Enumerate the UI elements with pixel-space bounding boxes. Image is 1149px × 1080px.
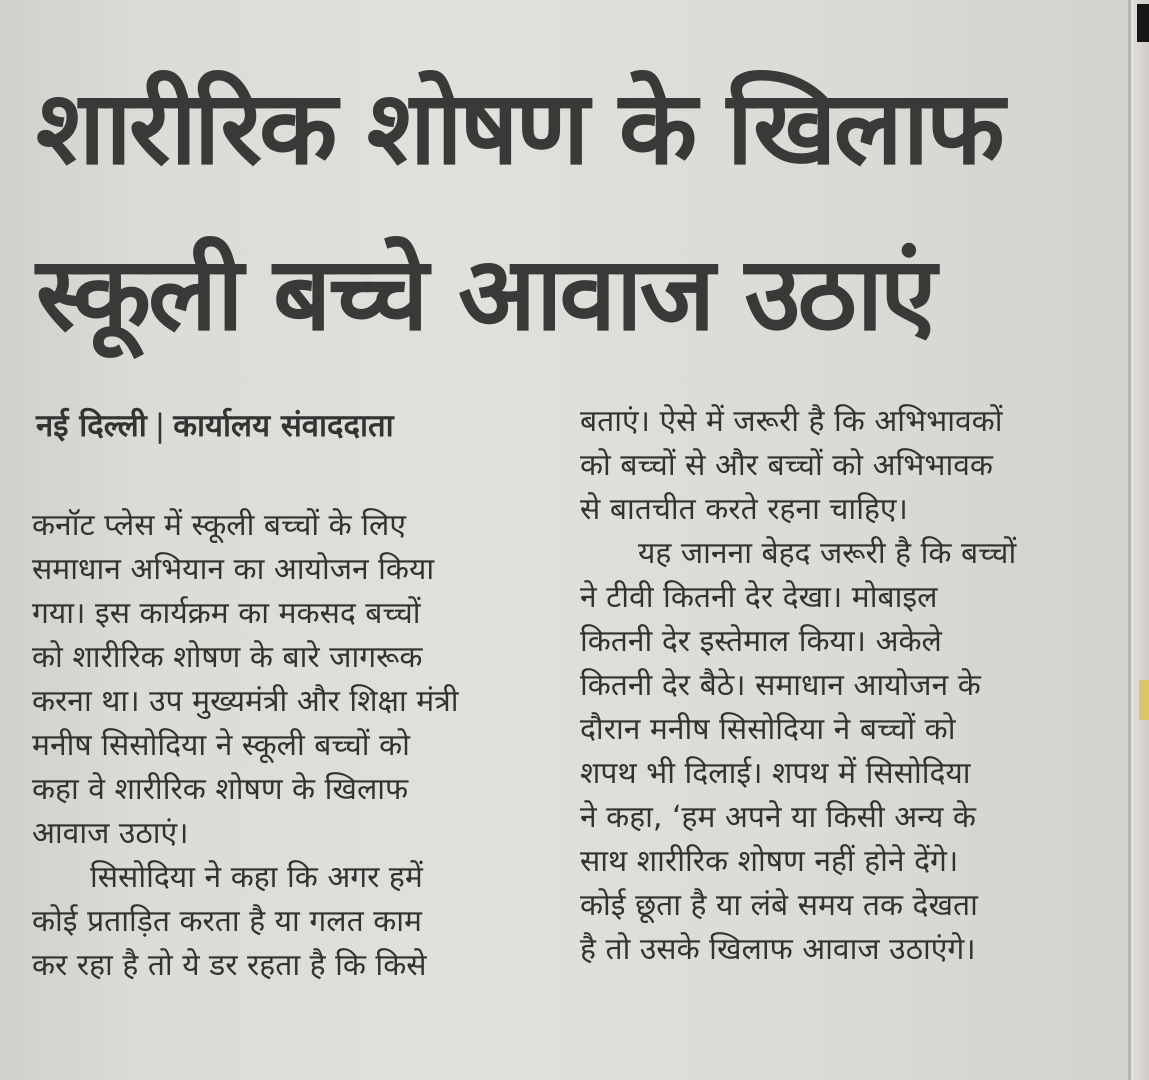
- text-line: करना था। उप मुख्यमंत्री और शिक्षा मंत्री: [32, 684, 459, 719]
- text-line: आवाज उठाएं।: [32, 816, 189, 851]
- text-line: कर रहा है तो ये डर रहता है कि किसे: [32, 948, 427, 983]
- text-line: बताएं। ऐसे में जरूरी है कि अभिभावकों: [580, 404, 1003, 439]
- text-line: को बच्चों से और बच्चों को अभिभावक: [580, 448, 993, 483]
- article-column-left: [32, 504, 552, 988]
- adjacent-page-color-strip: [1139, 680, 1149, 720]
- text-line: कोई छूता है या लंबे समय तक देखता: [580, 888, 978, 923]
- headline-line-2: स्कूली बच्चे आवाज उठाएं: [36, 235, 934, 354]
- text-line: कनॉट प्लेस में स्कूली बच्चों के लिए: [32, 508, 406, 543]
- article-column-right: [580, 400, 1100, 972]
- text-line: कहा वे शारीरिक शोषण के खिलाफ: [32, 772, 409, 807]
- page-edge: [1131, 0, 1149, 1080]
- text-line: समाधान अभियान का आयोजन किया: [32, 552, 435, 587]
- text-line: से बातचीत करते रहना चाहिए।: [580, 492, 908, 527]
- text-line: सिसोदिया ने कहा कि अगर हमें: [90, 860, 423, 895]
- text-line: गया। इस कार्यक्रम का मकसद बच्चों: [32, 596, 421, 631]
- headline-line-1: शारीरिक शोषण के खिलाफ: [36, 69, 1002, 188]
- text-line: कोई प्रताड़ित करता है या गलत काम: [32, 904, 422, 939]
- text-line: है तो उसके खिलाफ आवाज उठाएंगे।: [580, 932, 976, 967]
- text-line: ने कहा, ‘हम अपने या किसी अन्य के: [580, 800, 976, 835]
- byline-author: कार्यालय संवाददाता: [173, 408, 394, 444]
- text-line: मनीष सिसोदिया ने स्कूली बच्चों को: [32, 728, 410, 763]
- text-line: कितनी देर बैठे। समाधान आयोजन के: [580, 668, 981, 703]
- text-line: साथ शारीरिक शोषण नहीं होने देंगे।: [580, 844, 959, 879]
- text-line: को शारीरिक शोषण के बारे जागरूक: [32, 640, 423, 675]
- text-line: दौरान मनीष सिसोदिया ने बच्चों को: [580, 712, 956, 747]
- text-line: ने टीवी कितनी देर देखा। मोबाइल: [580, 580, 938, 615]
- byline-place: नई दिल्ली: [36, 408, 147, 444]
- byline: [36, 398, 576, 454]
- text-line: कितनी देर इस्तेमाल किया। अकेले: [580, 624, 942, 659]
- corner-mark: [1137, 4, 1149, 42]
- headline: [36, 46, 1106, 378]
- byline-separator: |: [154, 408, 166, 444]
- text-line: यह जानना बेहद जरूरी है कि बच्चों: [638, 536, 1017, 571]
- text-line: शपथ भी दिलाई। शपथ में सिसोदिया: [580, 756, 971, 791]
